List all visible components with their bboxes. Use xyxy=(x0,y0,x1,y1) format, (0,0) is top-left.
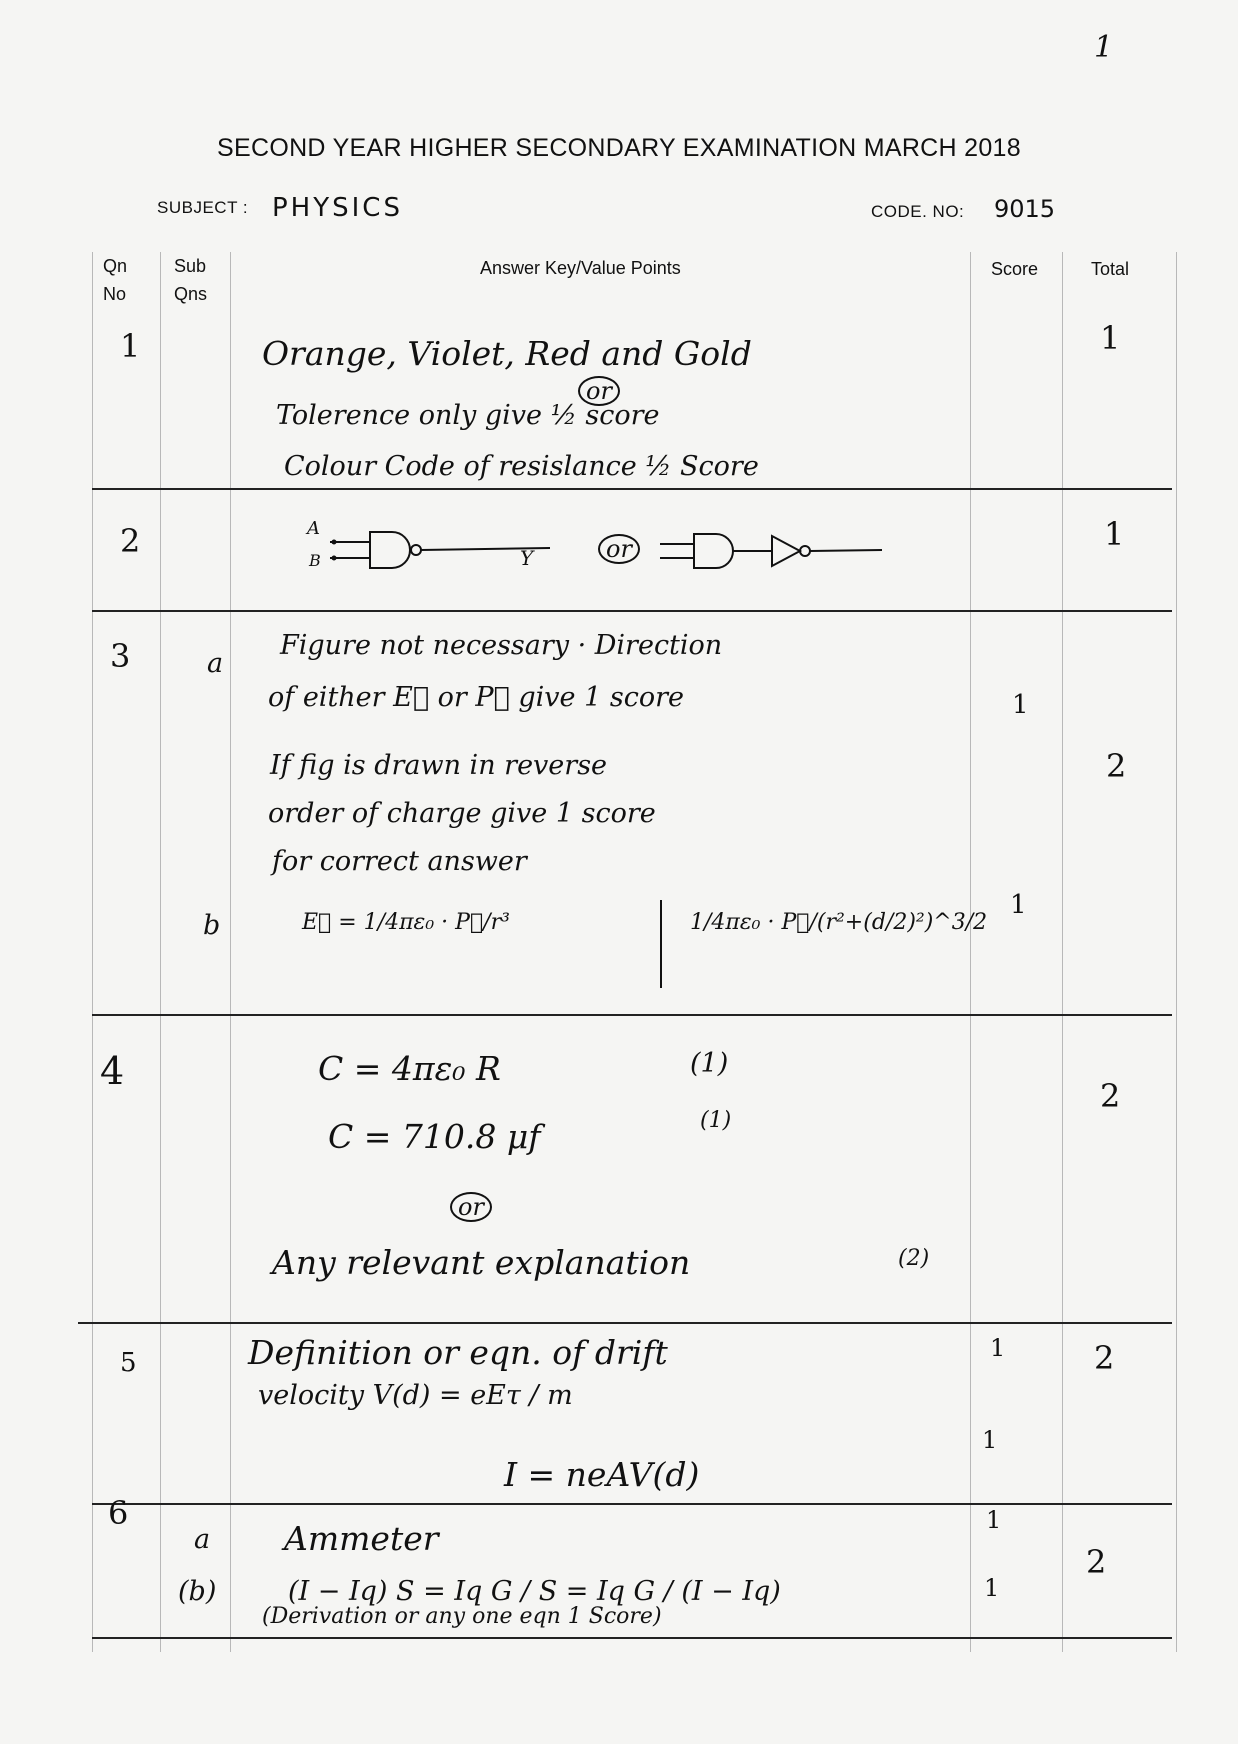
exam-title: SECOND YEAR HIGHER SECONDARY EXAMINATION MARCH 2018 xyxy=(217,134,1021,162)
total-value: 1 xyxy=(1104,515,1125,553)
sub-question-a: a xyxy=(207,648,224,679)
question-number: 4 xyxy=(100,1049,125,1093)
subject-value: PHYSICS xyxy=(272,193,403,223)
mark-value: (2) xyxy=(898,1246,930,1271)
answer-line: Orange, Violet, Red and Gold xyxy=(262,334,752,373)
header-sub: Sub Qns xyxy=(174,256,208,304)
row-separator xyxy=(92,488,1172,490)
question-number: 2 xyxy=(120,522,141,560)
answer-line: Definition or eqn. of drift xyxy=(248,1333,668,1372)
score-value: 1 xyxy=(982,1426,998,1454)
total-value: 2 xyxy=(1106,747,1127,785)
formula-separator xyxy=(660,900,662,988)
row-separator xyxy=(92,1637,1172,1639)
mark-value: (1) xyxy=(700,1108,732,1133)
answer-line: for correct answer xyxy=(272,846,527,877)
shunt-formula: (I − Iq) S = Iq G / S = Iq G / (I − Iq) xyxy=(288,1576,781,1607)
sub-question-b: (b) xyxy=(178,1576,217,1607)
row-separator xyxy=(78,1322,1172,1324)
dipole-field-formula-equatorial: 1/4πε₀ · P⃗/(r²+(d/2)²)^3/2 xyxy=(690,910,988,935)
and-not-gate-icon xyxy=(660,520,890,580)
header-score: Score xyxy=(991,259,1039,279)
question-number: 6 xyxy=(108,1494,129,1532)
total-value: 2 xyxy=(1094,1339,1115,1377)
question-number: 5 xyxy=(120,1348,137,1378)
answer-line: Ammeter xyxy=(284,1519,439,1558)
column-divider xyxy=(230,252,231,1652)
question-number: 1 xyxy=(120,327,141,365)
table-right-border xyxy=(1176,252,1177,1652)
answer-line: Any relevant explanation xyxy=(272,1243,691,1282)
header-answer: Answer Key/Value Points xyxy=(480,258,681,278)
total-value: 1 xyxy=(1100,319,1121,357)
sub-question-b: b xyxy=(203,910,221,941)
row-separator xyxy=(92,610,1172,612)
answer-line: Figure not necessary · Direction xyxy=(280,630,723,661)
capacitance-formula: C = 4πε₀ R xyxy=(318,1049,501,1088)
score-value: 1 xyxy=(1010,890,1027,920)
input-label-a: A xyxy=(307,518,320,539)
total-value: 2 xyxy=(1086,1543,1107,1581)
row-separator xyxy=(92,1014,1172,1016)
drift-velocity-formula: velocity V(d) = eEτ / m xyxy=(258,1380,573,1411)
row-separator xyxy=(92,1503,1172,1505)
answer-line: Colour Code of resislance ½ Score xyxy=(284,451,759,482)
code-label: CODE. NO: xyxy=(871,202,965,221)
input-label-b: B xyxy=(309,551,321,570)
answer-line: of either E⃗ or P⃗ give 1 score xyxy=(268,682,684,713)
page-number: 1 xyxy=(1094,30,1114,65)
subject-label: SUBJECT : xyxy=(157,198,249,217)
score-value: 1 xyxy=(1012,690,1029,720)
score-value: 1 xyxy=(984,1574,1000,1602)
mark-value: (1) xyxy=(690,1048,729,1079)
sub-question-a: a xyxy=(194,1524,211,1555)
header-qn: Qn No xyxy=(103,256,128,304)
score-value: 1 xyxy=(990,1334,1006,1362)
score-value: 1 xyxy=(986,1506,1002,1534)
table-left-border xyxy=(92,252,93,1652)
question-number: 3 xyxy=(110,637,131,675)
or-marker: or xyxy=(450,1192,492,1222)
current-formula: I = neAV(d) xyxy=(504,1455,700,1494)
total-value: 2 xyxy=(1100,1077,1121,1115)
header-total: Total xyxy=(1091,259,1130,279)
answer-line: Tolerence only give ½ score xyxy=(276,400,660,431)
output-label-y: Y xyxy=(520,546,534,570)
answer-line: order of charge give 1 score xyxy=(268,798,656,829)
column-divider xyxy=(1062,252,1063,1652)
or-marker: or xyxy=(578,376,620,406)
dipole-field-formula-axial: E⃗ = 1/4πε₀ · P⃗/r³ xyxy=(302,910,510,935)
answer-line: If fig is drawn in reverse xyxy=(270,750,608,781)
column-divider xyxy=(160,252,161,1652)
capacitance-value: C = 710.8 μf xyxy=(328,1117,541,1156)
or-marker: or xyxy=(598,534,640,564)
code-value: 9015 xyxy=(994,195,1056,223)
answer-note: (Derivation or any one eqn 1 Score) xyxy=(262,1604,662,1629)
column-divider xyxy=(970,252,971,1652)
